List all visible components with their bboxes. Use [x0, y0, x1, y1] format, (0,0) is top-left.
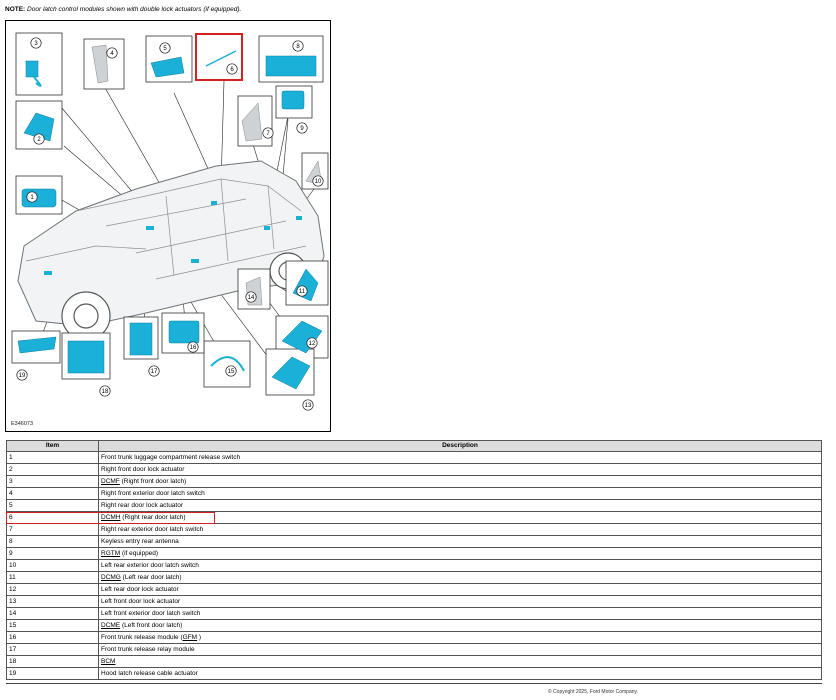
table-row [7, 512, 822, 524]
callout-number: 5 [163, 46, 167, 53]
item-cell: 13 [7, 596, 99, 608]
callout-2 [34, 134, 44, 144]
description-cell [99, 644, 822, 656]
description-text: Right front door lock actuator [101, 465, 185, 473]
item-cell: 15 [7, 620, 99, 632]
callout-number: 9 [300, 126, 304, 133]
description-text: (if equipped) [120, 549, 159, 557]
description-cell [99, 668, 822, 680]
description-cell [99, 596, 822, 608]
copyright-text: © Copyright 2025, Ford Motor Company. [548, 689, 639, 695]
callout-number: 4 [110, 51, 114, 58]
table-row [7, 608, 822, 620]
description-text: Left rear exterior door latch switch [101, 561, 199, 569]
callout-8 [293, 41, 303, 51]
table-row [7, 572, 822, 584]
parts-table [6, 440, 822, 680]
description-text: (Left rear door latch) [120, 573, 182, 581]
item-cell: 18 [7, 656, 99, 668]
description-cell [99, 608, 822, 620]
item-cell: 14 [7, 608, 99, 620]
item-cell: 9 [7, 548, 99, 560]
description-text: (Right front door latch) [119, 477, 187, 485]
callout-13 [303, 400, 313, 410]
callout-4 [107, 48, 117, 58]
note-line [5, 5, 241, 14]
callout-number: 14 [247, 295, 255, 302]
description-text: Front trunk release module ( [101, 633, 183, 641]
header-item: Item [7, 441, 99, 452]
component-location-figure [5, 20, 331, 432]
description-text: Right front exterior door latch switch [101, 489, 205, 497]
module-link[interactable]: DCMH [101, 513, 121, 521]
callout-5 [160, 43, 170, 53]
item-cell: 4 [7, 488, 99, 500]
description-cell [99, 632, 822, 644]
module-link[interactable]: DCMG [101, 573, 121, 581]
description-text: ) [197, 633, 202, 641]
vehicle-illustration [6, 21, 331, 432]
item-cell: 12 [7, 584, 99, 596]
description-text: Keyless entry rear antenna [101, 537, 179, 545]
callout-number: 6 [230, 67, 234, 74]
table-row [7, 476, 822, 488]
table-row [7, 452, 822, 464]
callout-number: 16 [189, 345, 197, 352]
callout-6 [227, 64, 237, 74]
callout-number: 18 [101, 389, 109, 396]
module-link[interactable]: GFM [182, 633, 198, 641]
table-header-row [7, 441, 822, 452]
callout-number: 12 [308, 341, 316, 348]
table-row [7, 560, 822, 572]
item-cell: 6 [7, 512, 99, 524]
description-cell [99, 464, 822, 476]
table-row [7, 536, 822, 548]
table-row [7, 500, 822, 512]
description-cell [99, 452, 822, 464]
item-cell: 19 [7, 668, 99, 680]
callout-number: 15 [227, 369, 235, 376]
table-row [7, 656, 822, 668]
callout-9 [297, 123, 307, 133]
callout-16 [188, 342, 198, 352]
item-cell: 11 [7, 572, 99, 584]
header-description: Description [99, 441, 822, 452]
module-link[interactable]: RGTM [101, 549, 121, 557]
callout-number: 1 [30, 195, 34, 202]
description-text: Front trunk luggage compartment release switch [101, 453, 241, 461]
description-text: Left rear door lock actuator [101, 585, 179, 593]
callout-number: 11 [298, 289, 306, 296]
description-text: Left front exterior door latch switch [101, 609, 201, 617]
item-cell: 2 [7, 464, 99, 476]
callout-number: 3 [34, 41, 38, 48]
callout-14 [246, 292, 256, 302]
module-link[interactable]: DCME [101, 621, 121, 629]
description-cell [99, 500, 822, 512]
item-cell: 7 [7, 524, 99, 536]
table-row [7, 584, 822, 596]
footer-rule [6, 683, 822, 684]
table-row [7, 464, 822, 476]
description-cell [99, 584, 822, 596]
item-cell: 16 [7, 632, 99, 644]
description-cell [99, 476, 822, 488]
table-row [7, 620, 822, 632]
callout-number: 10 [314, 179, 322, 186]
description-cell [99, 620, 822, 632]
table-row [7, 644, 822, 656]
callout-number: 13 [304, 403, 312, 410]
description-text: (Left front door latch) [120, 621, 183, 629]
callout-3 [31, 38, 41, 48]
callout-19 [17, 370, 27, 380]
description-text: (Right rear door latch) [120, 513, 186, 521]
table-row [7, 548, 822, 560]
item-cell: 10 [7, 560, 99, 572]
description-cell [99, 656, 822, 668]
table-row [7, 632, 822, 644]
callout-1 [27, 192, 37, 202]
callout-11 [297, 286, 307, 296]
module-link[interactable]: DCMF [101, 477, 120, 485]
description-cell [99, 536, 822, 548]
callout-number: 17 [150, 369, 158, 376]
table-row [7, 668, 822, 680]
module-link[interactable]: BCM [101, 657, 116, 665]
item-cell: 1 [7, 452, 99, 464]
item-cell: 8 [7, 536, 99, 548]
parts-table-body [7, 452, 822, 680]
note-label: NOTE: [5, 6, 26, 13]
description-text: Right rear door lock actuator [101, 501, 184, 509]
item-cell: 17 [7, 644, 99, 656]
description-text: Right rear exterior door latch switch [101, 525, 204, 533]
callout-17 [149, 366, 159, 376]
callout-number: 2 [37, 137, 41, 144]
callout-number: 7 [266, 131, 270, 138]
description-cell [99, 572, 822, 584]
table-row [7, 596, 822, 608]
callout-7 [263, 128, 273, 138]
description-text: Front trunk release relay module [101, 645, 195, 653]
callout-number: 8 [296, 44, 300, 51]
description-cell [99, 524, 822, 536]
table-row [7, 524, 822, 536]
description-cell [99, 560, 822, 572]
description-text: Hood latch release cable actuator [101, 669, 198, 677]
note-text: Door latch control modules shown with double lock actuators (if equipped). [27, 6, 242, 13]
item-cell: 5 [7, 500, 99, 512]
callout-number: 19 [18, 373, 26, 380]
figure-id: E346073 [11, 421, 34, 427]
table-row [7, 488, 822, 500]
description-cell [99, 512, 822, 524]
callout-18 [100, 386, 110, 396]
description-text: Left front door lock actuator [101, 597, 181, 605]
description-cell [99, 548, 822, 560]
callout-15 [226, 366, 236, 376]
callout-12 [307, 338, 317, 348]
item-cell: 3 [7, 476, 99, 488]
callout-10 [313, 176, 323, 186]
description-cell [99, 488, 822, 500]
